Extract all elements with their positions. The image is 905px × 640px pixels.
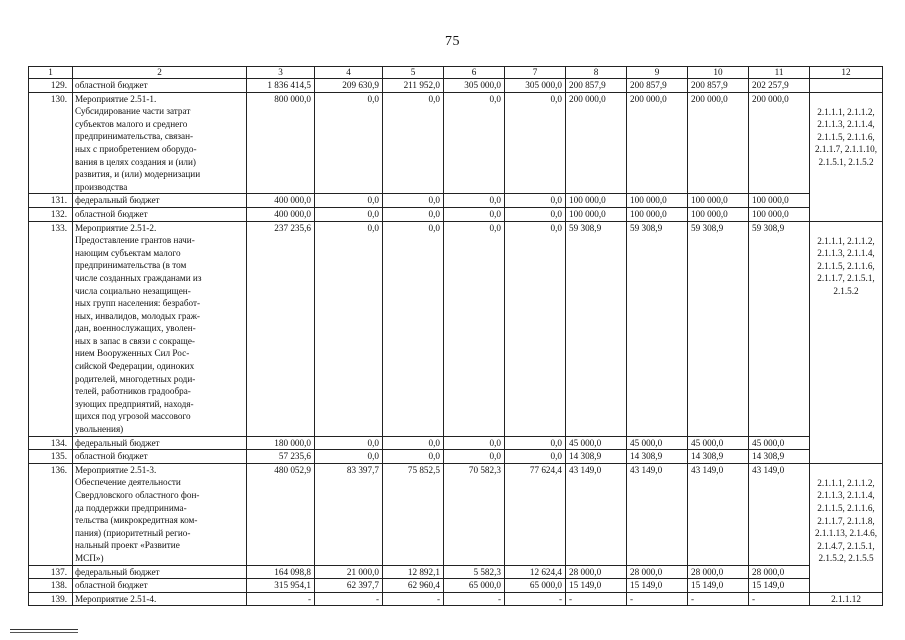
column-header-6: 6: [444, 67, 505, 79]
cell-col-5: 211 952,0: [383, 79, 444, 93]
row-name-line: ных групп населения: безработ-: [75, 298, 201, 309]
table-row: [29, 92, 883, 194]
cell-col-10: 200 857,9: [688, 79, 749, 93]
target-code-line: 2.1.4.7, 2.1.5.1,: [817, 540, 875, 551]
row-name-line: Мероприятие 2.51-2.: [75, 222, 157, 233]
cell-col-6: -: [444, 592, 505, 606]
target-code-line: 2.1.1.7, 2.1.1.10,: [814, 144, 877, 155]
table-row: [29, 450, 883, 464]
row-name-line: Мероприятие 2.51-4.: [75, 593, 157, 604]
target-code-line: 2.1.1.1, 2.1.1.2,: [817, 477, 875, 488]
row-name: [73, 436, 247, 450]
cell-col-4: 21 000,0: [315, 565, 383, 579]
cell-col-5: 75 852,5: [383, 463, 444, 565]
row-number: 134.: [29, 436, 73, 450]
row-name: [73, 221, 247, 436]
column-header-11: 11: [749, 67, 810, 79]
cell-col-6: 5 582,3: [444, 565, 505, 579]
cell-col-6: 70 582,3: [444, 463, 505, 565]
table-row: [29, 194, 883, 208]
table-row: [29, 79, 883, 93]
row-number: 133.: [29, 221, 73, 436]
column-header-1: 1: [29, 67, 73, 79]
column-header-9: 9: [627, 67, 688, 79]
target-code-line: 2.1.5.2: [833, 285, 859, 296]
cell-col-6: 0,0: [444, 92, 505, 194]
column-header-2: 2: [73, 67, 247, 79]
row-name-line: дан, военнослужащих, уволен-: [75, 323, 196, 334]
row-name-line: числа социально незащищен-: [75, 285, 191, 296]
target-code-line: 2.1.1.5, 2.1.1.6,: [817, 131, 875, 142]
cell-col-11: 202 257,9: [749, 79, 810, 93]
cell-col-9: 45 000,0: [627, 436, 688, 450]
cell-col-4: 0,0: [315, 92, 383, 194]
cell-col-9: 14 308,9: [627, 450, 688, 464]
cell-col-9: 100 000,0: [627, 194, 688, 208]
cell-col-10: 200 000,0: [688, 92, 749, 194]
cell-col-5: 0,0: [383, 92, 444, 194]
cell-col-7: 65 000,0: [505, 579, 566, 593]
column-header-12: 12: [810, 67, 883, 79]
row-name-line: увольнения): [75, 424, 124, 435]
cell-col-11: 45 000,0: [749, 436, 810, 450]
table-row: [29, 579, 883, 593]
cell-col-11: 28 000,0: [749, 565, 810, 579]
cell-col-3: 400 000,0: [247, 207, 315, 221]
cell-col-10: 15 149,0: [688, 579, 749, 593]
codes-cell-empty: [810, 79, 883, 93]
table-row: [29, 565, 883, 579]
cell-col-10: 100 000,0: [688, 207, 749, 221]
row-name-line: нием Вооруженных Сил Рос-: [75, 348, 190, 359]
row-name-line: вания в целях создания и (или): [75, 156, 196, 167]
target-code-line: 2.1.5.2, 2.1.5.5: [818, 553, 874, 564]
row-name-line: развития, и (или) модернизации: [75, 169, 201, 180]
cell-col-8: 45 000,0: [566, 436, 627, 450]
cell-col-11: 14 308,9: [749, 450, 810, 464]
cell-col-5: 0,0: [383, 450, 444, 464]
column-header-10: 10: [688, 67, 749, 79]
cell-col-7: 0,0: [505, 194, 566, 208]
row-name-line: щихся под угрозой массового: [75, 411, 191, 422]
cell-col-7: -: [505, 592, 566, 606]
cell-col-5: 0,0: [383, 207, 444, 221]
row-name-line: нальный проект «Развитие: [75, 540, 180, 551]
cell-col-5: 0,0: [383, 221, 444, 436]
cell-col-3: 1 836 414,5: [247, 79, 315, 93]
row-name-line: пания) (приоритетный регио-: [75, 527, 191, 538]
cell-col-3: 164 098,8: [247, 565, 315, 579]
row-name: [73, 92, 247, 194]
target-code-line: 2.1.1.3, 2.1.1.4,: [817, 490, 875, 501]
cell-col-4: 0,0: [315, 221, 383, 436]
cell-col-11: 100 000,0: [749, 207, 810, 221]
cell-col-9: -: [627, 592, 688, 606]
row-name-line: Субсидирование части затрат: [75, 106, 191, 117]
cell-col-11: 100 000,0: [749, 194, 810, 208]
row-name-line: сийской Федерации, одиноких: [75, 361, 195, 372]
target-codes-cell: [810, 92, 883, 221]
row-name-line: предпринимательства, связан-: [75, 131, 194, 142]
row-name-line: производства: [75, 181, 128, 192]
cell-col-6: 0,0: [444, 436, 505, 450]
cell-col-9: 100 000,0: [627, 207, 688, 221]
row-number: 130.: [29, 92, 73, 194]
row-name-line: Свердловского областного фон-: [75, 490, 200, 500]
row-name-line: федеральный бюджет: [75, 566, 160, 577]
cell-col-3: 180 000,0: [247, 436, 315, 450]
cell-col-10: 28 000,0: [688, 565, 749, 579]
cell-col-4: 0,0: [315, 450, 383, 464]
row-number: 138.: [29, 579, 73, 593]
column-header-8: 8: [566, 67, 627, 79]
cell-col-9: 200 000,0: [627, 92, 688, 194]
cell-col-8: 59 308,9: [566, 221, 627, 436]
cell-col-8: 200 000,0: [566, 92, 627, 194]
table-row: [29, 592, 883, 606]
row-name-line: ных в запас в связи с сокраще-: [75, 335, 195, 346]
row-name-line: нающим субъектам малого: [75, 247, 181, 258]
target-code-line: 2.1.1.5, 2.1.1.6,: [817, 260, 875, 271]
row-name: [73, 207, 247, 221]
budget-table: [28, 66, 883, 606]
column-header-5: 5: [383, 67, 444, 79]
cell-col-7: 12 624,4: [505, 565, 566, 579]
cell-col-5: 62 960,4: [383, 579, 444, 593]
cell-col-10: 59 308,9: [688, 221, 749, 436]
cell-col-10: 14 308,9: [688, 450, 749, 464]
row-name-line: МСП»): [75, 552, 104, 563]
cell-col-7: 305 000,0: [505, 79, 566, 93]
row-name-line: числе созданных гражданами из: [75, 272, 202, 283]
table-row: [29, 436, 883, 450]
table-row: [29, 221, 883, 436]
row-name: [73, 565, 247, 579]
cell-col-9: 59 308,9: [627, 221, 688, 436]
row-name-line: субъектов малого и среднего: [75, 118, 188, 129]
target-codes-cell: [810, 221, 883, 463]
target-code-line: 2.1.1.3, 2.1.1.4,: [817, 119, 875, 130]
cell-col-11: 43 149,0: [749, 463, 810, 565]
cell-col-9: 28 000,0: [627, 565, 688, 579]
cell-col-6: 65 000,0: [444, 579, 505, 593]
row-number: 132.: [29, 207, 73, 221]
row-name-line: Предоставление грантов начи-: [75, 235, 195, 246]
cell-col-8: -: [566, 592, 627, 606]
cell-col-7: 77 624,4: [505, 463, 566, 565]
row-name-line: Мероприятие 2.51-3.: [75, 464, 157, 475]
target-code-line: 2.1.1.13, 2.1.4.6,: [814, 528, 877, 539]
column-header-7: 7: [505, 67, 566, 79]
cell-col-6: 0,0: [444, 194, 505, 208]
cell-col-9: 43 149,0: [627, 463, 688, 565]
target-code-line: 2.1.1.12: [831, 593, 861, 604]
cell-col-8: 100 000,0: [566, 194, 627, 208]
cell-col-7: 0,0: [505, 436, 566, 450]
cell-col-7: 0,0: [505, 221, 566, 436]
cell-col-4: 0,0: [315, 194, 383, 208]
table-row: [29, 463, 883, 565]
cell-col-8: 43 149,0: [566, 463, 627, 565]
row-name-line: Мероприятие 2.51-1.: [75, 93, 157, 104]
row-name-line: федеральный бюджет: [75, 195, 160, 206]
cell-col-4: 62 397,7: [315, 579, 383, 593]
row-name-line: областной бюджет: [75, 451, 148, 462]
cell-col-8: 14 308,9: [566, 450, 627, 464]
column-header-3: 3: [247, 67, 315, 79]
cell-col-11: -: [749, 592, 810, 606]
target-code-line: 2.1.5.1, 2.1.5.2: [818, 156, 874, 167]
footnote-rule: [10, 629, 78, 630]
row-name: [73, 579, 247, 593]
cell-col-3: 315 954,1: [247, 579, 315, 593]
row-name: [73, 194, 247, 208]
cell-col-5: 0,0: [383, 194, 444, 208]
cell-col-8: 28 000,0: [566, 565, 627, 579]
row-name-line: областной бюджет: [75, 80, 148, 90]
cell-col-6: 305 000,0: [444, 79, 505, 93]
cell-col-8: 200 857,9: [566, 79, 627, 93]
row-name: [73, 592, 247, 606]
row-number: 139.: [29, 592, 73, 606]
target-codes-cell: [810, 592, 883, 606]
cell-col-4: 209 630,9: [315, 79, 383, 93]
row-number: 137.: [29, 565, 73, 579]
row-name-line: федеральный бюджет: [75, 437, 160, 448]
target-code-line: 2.1.1.3, 2.1.1.4,: [817, 248, 875, 259]
cell-col-3: 57 235,6: [247, 450, 315, 464]
cell-col-6: 0,0: [444, 450, 505, 464]
row-name-line: ных с приобретением оборудо-: [75, 143, 197, 154]
row-name-line: предпринимательства (в том: [75, 260, 187, 271]
cell-col-11: 200 000,0: [749, 92, 810, 194]
row-number: 129.: [29, 79, 73, 93]
header-row: [29, 67, 883, 79]
cell-col-3: 480 052,9: [247, 463, 315, 565]
cell-col-5: -: [383, 592, 444, 606]
cell-col-4: 83 397,7: [315, 463, 383, 565]
row-name: [73, 79, 247, 93]
row-name-line: Обеспечение деятельности: [75, 477, 181, 488]
cell-col-7: 0,0: [505, 450, 566, 464]
row-name-line: ных, инвалидов, молодых граж-: [75, 310, 200, 321]
cell-col-3: 400 000,0: [247, 194, 315, 208]
row-name-line: областной бюджет: [75, 208, 148, 219]
cell-col-7: 0,0: [505, 92, 566, 194]
table-row: [29, 207, 883, 221]
row-name-line: областной бюджет: [75, 580, 148, 591]
cell-col-11: 59 308,9: [749, 221, 810, 436]
cell-col-3: 237 235,6: [247, 221, 315, 436]
cell-col-8: 15 149,0: [566, 579, 627, 593]
row-number: 131.: [29, 194, 73, 208]
table-body: [29, 67, 883, 606]
target-code-line: 2.1.1.5, 2.1.1.6,: [817, 503, 875, 513]
cell-col-10: 43 149,0: [688, 463, 749, 565]
cell-col-4: 0,0: [315, 436, 383, 450]
cell-col-10: 45 000,0: [688, 436, 749, 450]
row-name-line: тельства (микрокредитная ком-: [75, 515, 198, 526]
cell-col-6: 0,0: [444, 221, 505, 436]
page-number: 75: [445, 34, 460, 49]
cell-col-4: 0,0: [315, 207, 383, 221]
cell-col-11: 15 149,0: [749, 579, 810, 593]
target-codes-cell: [810, 463, 883, 592]
cell-col-7: 0,0: [505, 207, 566, 221]
target-code-line: 2.1.1.7, 2.1.5.1,: [817, 273, 875, 284]
cell-col-4: -: [315, 592, 383, 606]
cell-col-10: -: [688, 592, 749, 606]
cell-col-10: 100 000,0: [688, 194, 749, 208]
cell-col-9: 15 149,0: [627, 579, 688, 593]
row-name-line: да поддержки предпринима-: [75, 502, 187, 513]
target-code-line: 2.1.1.7, 2.1.1.8,: [817, 515, 875, 526]
cell-col-8: 100 000,0: [566, 207, 627, 221]
cell-col-9: 200 857,9: [627, 79, 688, 93]
row-number: 136.: [29, 463, 73, 565]
target-code-line: 2.1.1.1, 2.1.1.2,: [817, 106, 875, 117]
row-name: [73, 450, 247, 464]
row-name-line: зующих предприятий, находя-: [75, 398, 194, 409]
row-name-line: родителей, многодетных роди-: [75, 373, 196, 384]
cell-col-5: 12 892,1: [383, 565, 444, 579]
row-number: 135.: [29, 450, 73, 464]
cell-col-6: 0,0: [444, 207, 505, 221]
footnote-rule-2: [10, 632, 78, 633]
cell-col-3: -: [247, 592, 315, 606]
column-header-4: 4: [315, 67, 383, 79]
row-name: [73, 463, 247, 565]
cell-col-5: 0,0: [383, 436, 444, 450]
cell-col-3: 800 000,0: [247, 92, 315, 194]
target-code-line: 2.1.1.1, 2.1.1.2,: [817, 235, 875, 246]
row-name-line: телей, работников градообра-: [75, 386, 191, 397]
